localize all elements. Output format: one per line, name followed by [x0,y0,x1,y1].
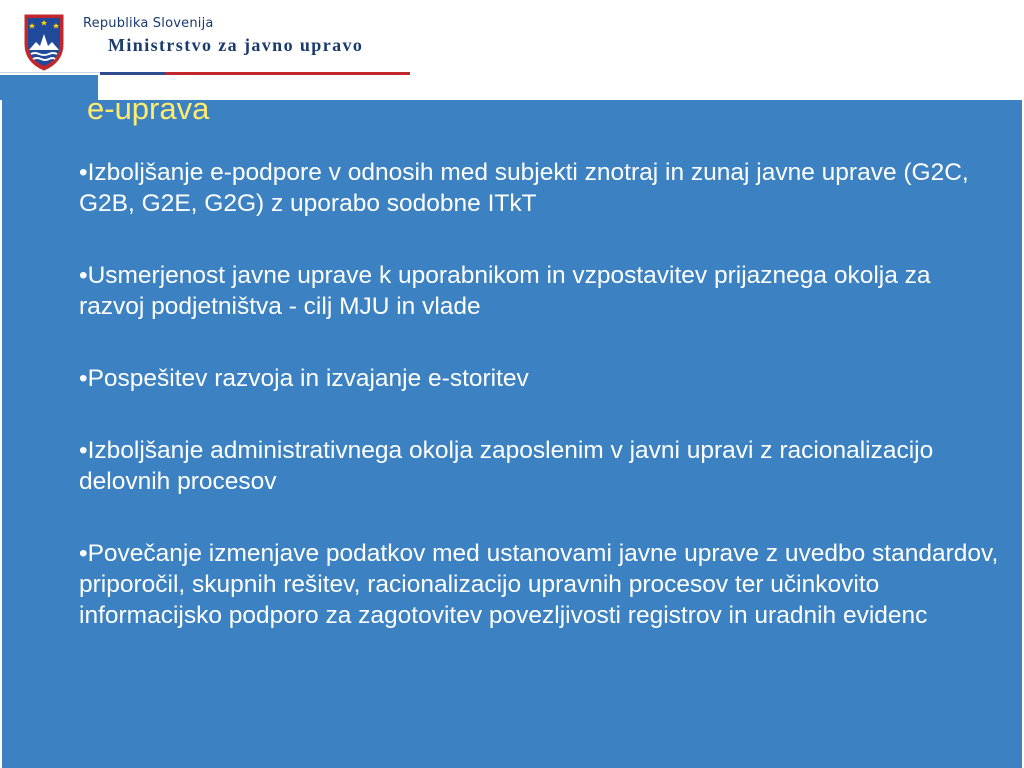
bullet-item: •Usmerjenost javne uprave k uporabnikom in vzpostavitev prijaznega okolja za razvoj podjetništva - cilj MJU in vlade [79,262,931,320]
slide-title: e-uprava [87,91,210,126]
ministry-name: Ministrstvo za javno upravo [108,35,364,55]
panel-corner [0,75,98,100]
bullet-item: •Izboljšanje administrativnega okolja zaposlenim v javni upravi z racionalizacijo delovnih procesov [79,437,934,495]
slovenia-coat-of-arms-icon [23,12,65,72]
bullet-item: •Pospešitev razvoja in izvajanje e-storitev [79,365,529,392]
country-name: Republika Slovenija [83,16,214,31]
slide-header [0,0,1024,100]
bullet-item: •Povečanje izmenjave podatkov med ustanovami javne uprave z uvedbo standardov, priporočil, skupnih rešitev, racionalizacijo upravnih procesov ter učinkovito informacijsko podporo za zagotovitev povezljivosti registrov in uradnih evidenc [79,540,999,629]
bullet-item: •Izboljšanje e-podpore v odnosih med subjekti znotraj in zunaj javne uprave (G2C, G2B, G2E, G2G) z uporabo sodobne ITkT [79,159,969,217]
bullet-list [79,157,999,631]
